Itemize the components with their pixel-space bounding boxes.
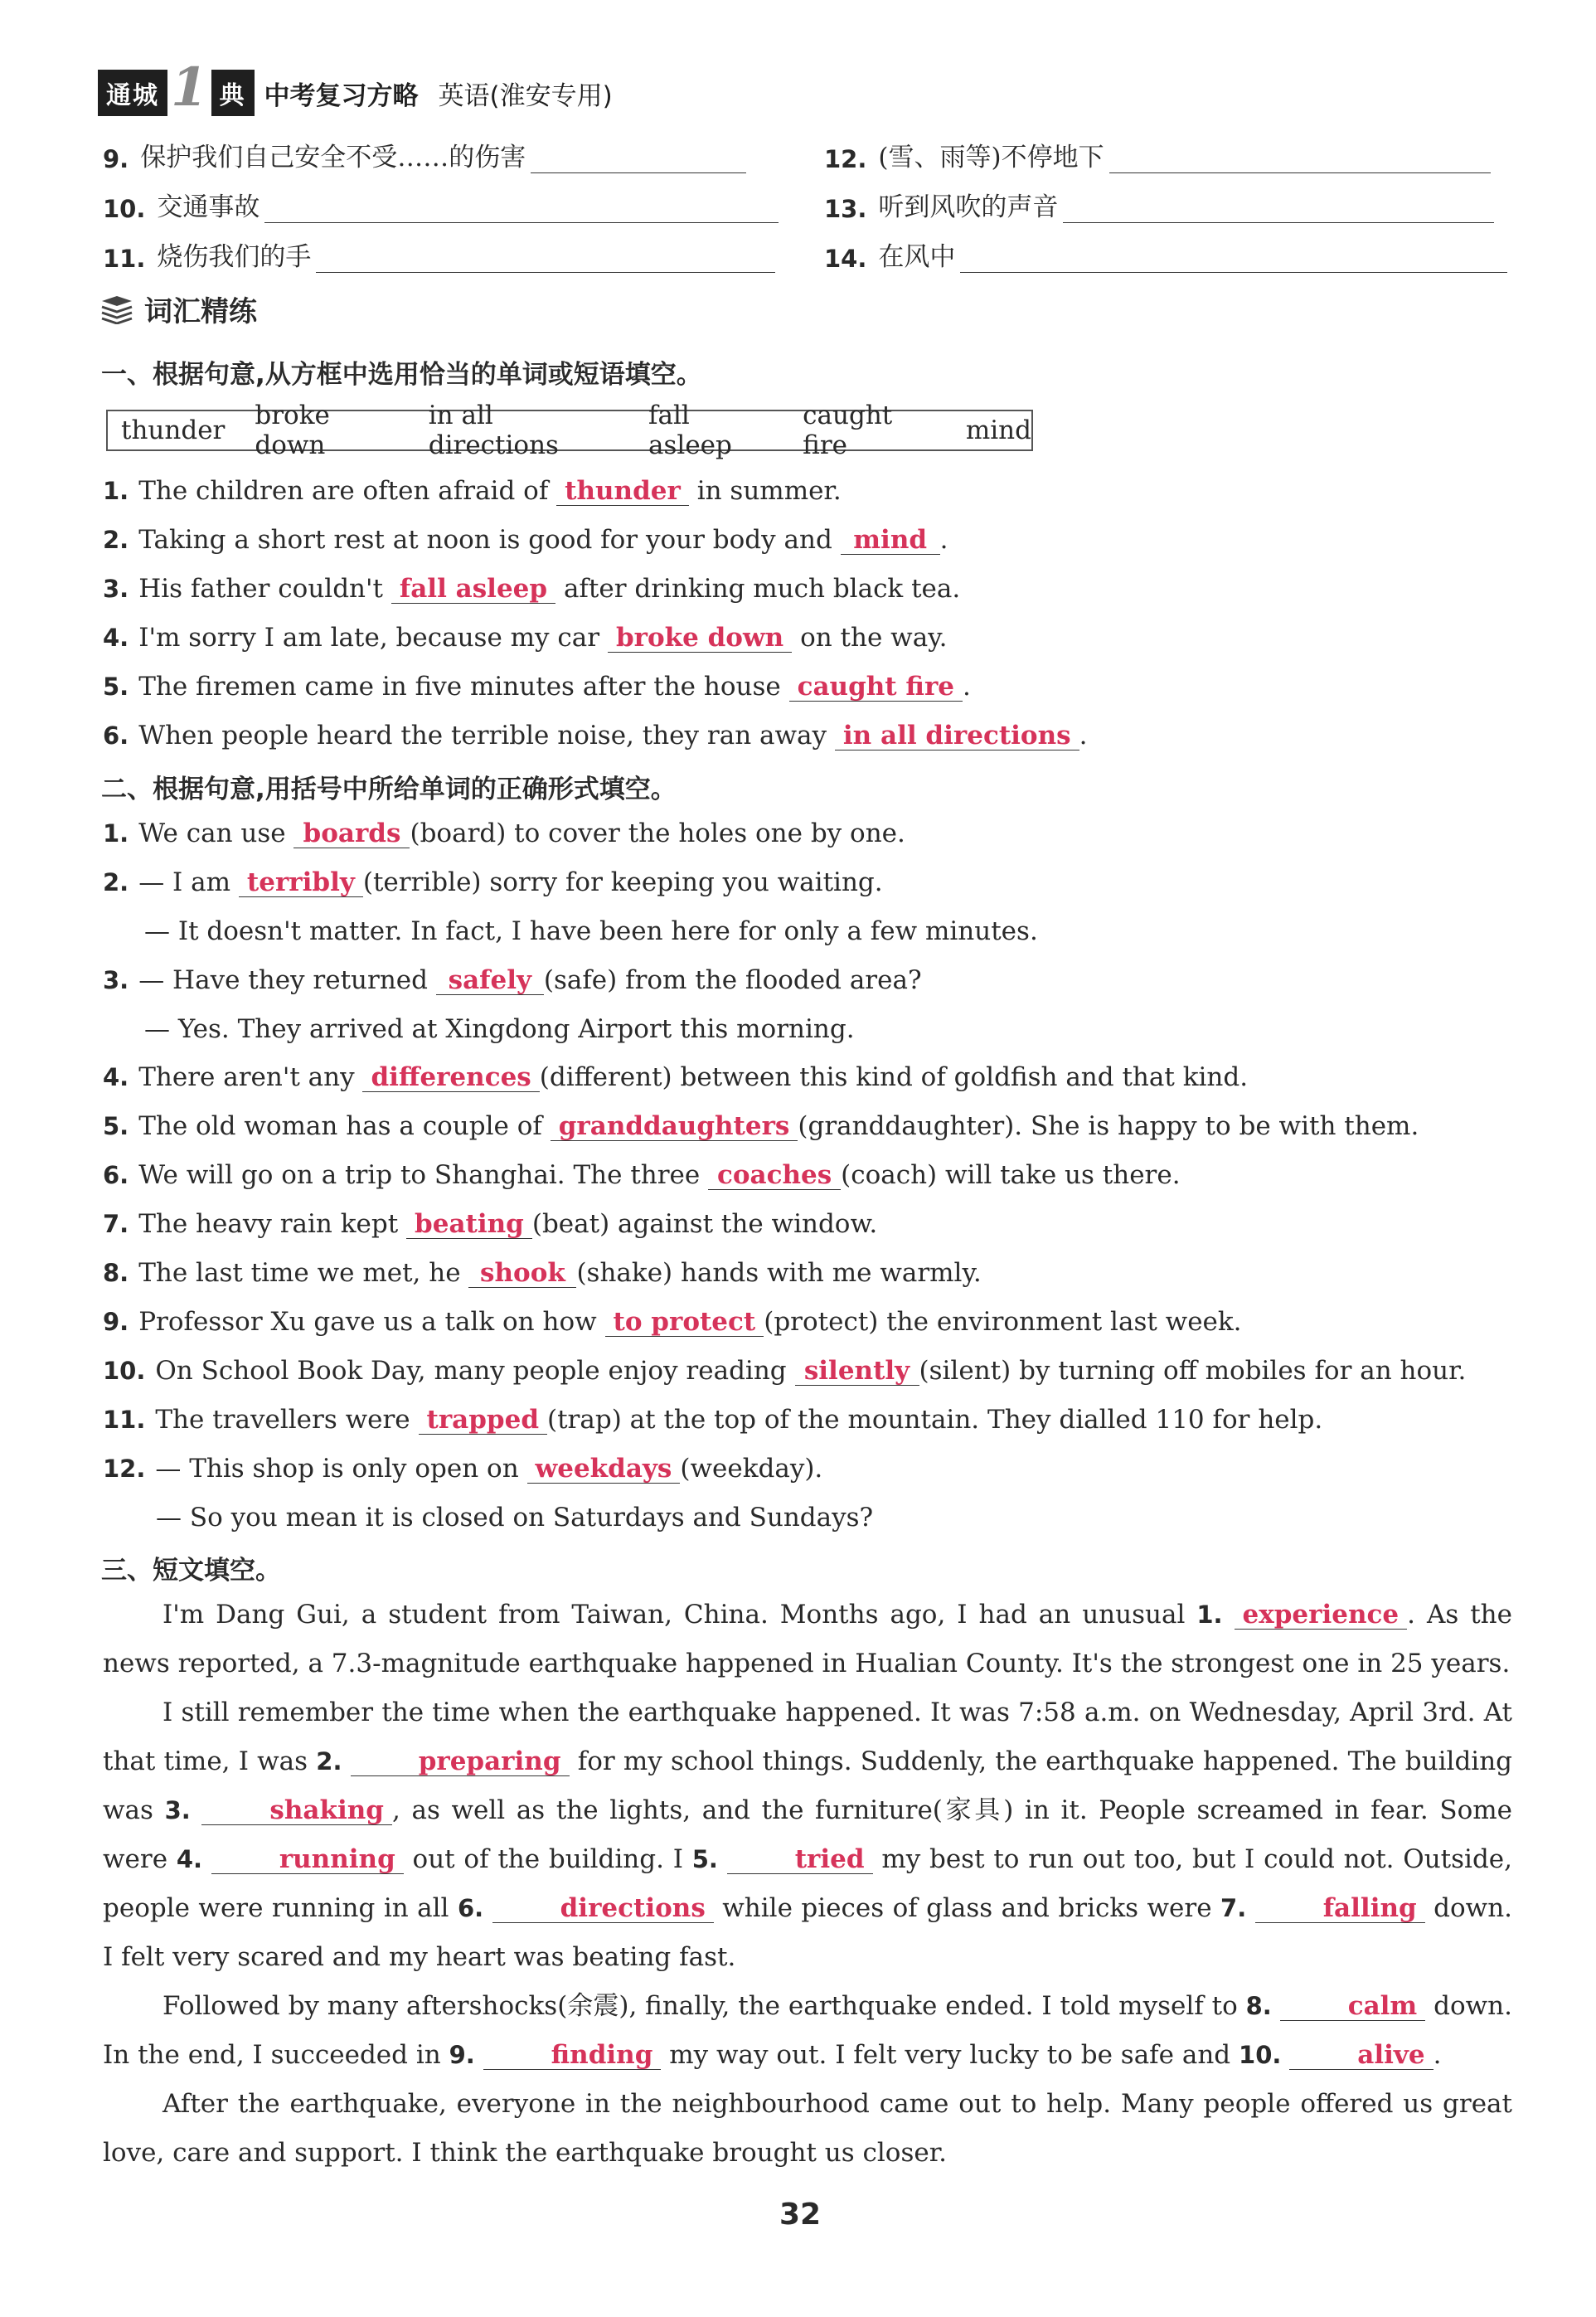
answer-line[interactable]	[316, 247, 775, 273]
question: 3. — Have they returned safely (safe) from the flooded area?	[103, 965, 922, 995]
question-response: — Yes. They arrived at Xingdong Airport this morning.	[144, 1014, 855, 1044]
question: 1. The children are often afraid of thunder in summer.	[103, 476, 842, 506]
question: 11. The travellers were trapped (trap) at the top of the mountain. They dialled 110 for help.	[103, 1405, 1323, 1435]
answer-blank[interactable]: experience	[1235, 1601, 1408, 1630]
phrase-item: 14. 在风中	[824, 236, 1507, 273]
question: 6. We will go on a trip to Shanghai. The three coaches (coach) will take us there.	[103, 1160, 1181, 1190]
answer-blank[interactable]: in all directions	[835, 721, 1079, 750]
book-title: 中考复习方略	[264, 80, 419, 111]
answer-blank[interactable]: coaches	[708, 1161, 841, 1190]
answer-blank[interactable]: directions	[492, 1894, 714, 1923]
answer-line[interactable]	[1063, 197, 1494, 223]
answer-blank[interactable]: weekdays	[527, 1455, 681, 1484]
word-bank-item: broke down	[255, 401, 330, 460]
answer-blank[interactable]: granddaughters	[551, 1112, 798, 1141]
passage-paragraph: After the earthquake, everyone in the neighbourhood came out to help. Many people offered us great love, care and support. I think the earthquake brought us closer.	[103, 2089, 1512, 2168]
answer-line[interactable]	[531, 148, 746, 173]
answer-blank[interactable]: to protect	[605, 1308, 764, 1337]
question: 5. The old woman has a couple of granddaughters (granddaughter). She is happy to be with them.	[103, 1111, 1419, 1141]
answer-blank[interactable]: silently	[795, 1357, 919, 1386]
answer-blank[interactable]: broke down	[608, 624, 792, 653]
passage-paragraph: I'm Dang Gui, a student from Taiwan, China. Months ago, I had an unusual 1. experience . As the news reported, a 7.3-magnitude earthquake happened in Hualian County. It's the strongest one in 25 years.	[103, 1600, 1512, 1678]
word-bank-item: fall asleep	[648, 401, 732, 460]
question: 4. There aren't any differences (different) between this kind of goldfish and that kind.	[103, 1062, 1249, 1092]
page-header	[98, 56, 613, 119]
answer-blank[interactable]: falling	[1255, 1894, 1425, 1923]
question: 2. Taking a short rest at noon is good for your body and mind .	[103, 525, 948, 555]
book-logo	[98, 56, 255, 119]
word-bank-item: thunder	[121, 415, 226, 445]
question: 3. His father couldn't fall asleep after drinking much black tea.	[103, 574, 961, 604]
question: 2. — I am terribly (terrible) sorry for keeping you waiting.	[103, 867, 883, 897]
page-number: 32	[779, 2198, 822, 2232]
answer-blank[interactable]: shaking	[201, 1796, 392, 1825]
answer-blank[interactable]: alive	[1289, 2041, 1433, 2070]
answer-blank[interactable]: shook	[468, 1259, 576, 1288]
question: 10. On School Book Day, many people enjoy reading silently (silent) by turning off mobiles for an hour.	[103, 1356, 1467, 1386]
question: 12. — This shop is only open on weekdays (weekday).	[103, 1454, 823, 1484]
question: 9. Professor Xu gave us a talk on how to protect (protect) the environment last week.	[103, 1307, 1242, 1337]
phrase-item: 11. 烧伤我们的手	[103, 236, 775, 273]
answer-blank[interactable]: differences	[362, 1063, 539, 1092]
answer-blank[interactable]: fall asleep	[391, 575, 555, 604]
answer-blank[interactable]: caught fire	[789, 673, 963, 702]
question: 8. The last time we met, he shook (shake) hands with me warmly.	[103, 1258, 982, 1288]
question: 1. We can use boards (board) to cover the holes one by one.	[103, 818, 905, 848]
answer-blank[interactable]: trapped	[419, 1406, 548, 1435]
answer-line[interactable]	[960, 247, 1507, 273]
answer-line[interactable]	[1109, 148, 1491, 173]
answer-blank[interactable]: calm	[1280, 1992, 1426, 2021]
part1-title: 一、根据句意,从方框中选用恰当的单词或短语填空。	[101, 360, 702, 390]
answer-blank[interactable]: thunder	[556, 477, 689, 506]
word-bank	[106, 401, 1033, 460]
passage-paragraph: I still remember the time when the earthquake happened. It was 7:58 a.m. on Wednesday, April 3rd. At that time, I was 2. preparing for my school things. Suddenly, the earthquake happened. The building was 3. shaking , as well as the lights, and the furniture(家具) in it. People screamed in fear. Some were 4. running out of the building. I 5. tried my best to run out too, but I could not. Outside, people were running in all 6. directions while pieces of glass and bricks were 7. falling down. I felt very scared and my heart was beating fast.	[103, 1698, 1513, 1972]
answer-blank[interactable]: tried	[727, 1845, 873, 1874]
phrase-item: 13. 听到风吹的声音	[824, 186, 1494, 223]
book-subtitle: 英语(淮安专用)	[438, 80, 613, 111]
question: 5. The firemen came in five minutes after the house caught fire .	[103, 672, 971, 702]
stacked-books-icon	[99, 294, 134, 324]
answer-blank[interactable]: safely	[436, 966, 544, 995]
word-bank-item: caught fire	[803, 401, 893, 460]
answer-blank[interactable]: boards	[293, 819, 410, 848]
question: 7. The heavy rain kept beating (beat) against the window.	[103, 1209, 878, 1239]
answer-blank[interactable]: mind	[841, 526, 940, 555]
answer-blank[interactable]: beating	[406, 1210, 532, 1239]
part3-title: 三、短文填空。	[101, 1556, 281, 1586]
phrase-item: 12. (雪、雨等)不停地下	[824, 136, 1491, 173]
answer-blank[interactable]: preparing	[351, 1747, 570, 1776]
passage-paragraph: Followed by many aftershocks(余震), finally, the earthquake ended. I told myself to 8. calm down. In the end, I succeeded in 9. finding my way out. I felt very lucky to be safe and 10. alive .	[103, 1991, 1512, 2070]
phrase-item: 10. 交通事故	[103, 186, 779, 223]
answer-blank[interactable]: terribly	[239, 868, 363, 897]
word-bank-item: mind	[965, 415, 1031, 445]
section-title: 词汇精练	[99, 289, 257, 329]
question: 4. I'm sorry I am late, because my car broke down on the way.	[103, 623, 948, 653]
logo-right: 典	[211, 70, 255, 116]
part2-title: 二、根据句意,用括号中所给单词的正确形式填空。	[101, 775, 677, 804]
question-response: — So you mean it is closed on Saturdays and Sundays?	[156, 1503, 874, 1533]
answer-blank[interactable]: running	[211, 1845, 404, 1874]
phrase-item: 9. 保护我们自己安全不受……的伤害	[103, 136, 746, 173]
word-bank-item: in all directions	[428, 401, 559, 460]
logo-number: 1	[171, 56, 208, 119]
logo-left: 通城	[98, 70, 167, 116]
question: 6. When people heard the terrible noise, they ran away in all directions .	[103, 721, 1088, 750]
answer-blank[interactable]: finding	[483, 2041, 662, 2070]
question-response: — It doesn't matter. In fact, I have been here for only a few minutes.	[144, 916, 1038, 946]
answer-line[interactable]	[264, 197, 779, 223]
